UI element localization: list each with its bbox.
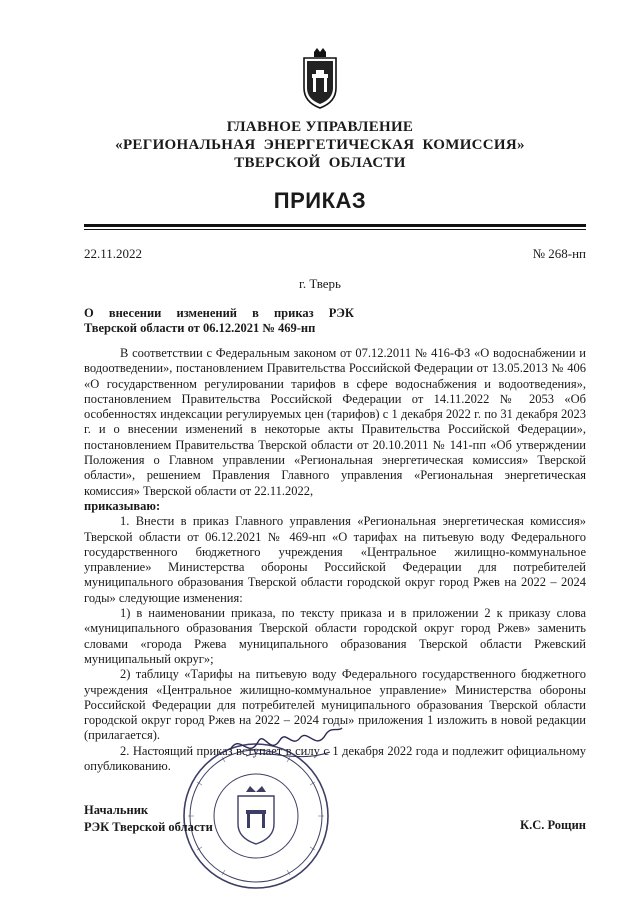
document-number: № 268-нп: [532, 246, 586, 261]
preamble-paragraph: В соответствии с Федеральным законом от 07.12.2011 № 416-ФЗ «О водоснабжении и водоотведении», постановлением Правительства Российской Федерации от 13.05.2013 № 406 «О государственном регулировании тарифов в сфере водоснабжения и водоотведения», постановлением Правительства Российской Федерации от 14.11.2022 № 2053 «Об особенностях индексации регулируемых цен (тарифов) с 1 декабря 2022 г. по 31 декабря 2023 г. и о внесении изменений в некоторые акты Правительства Российской Федерации», постановлением Правительства Тверской области от 20.10.2011 № 141-пп «Об утверждении Положения о Главном управлении «Региональная энергетическая комиссия» Тверской области», решением Правления Главного управления «Региональная энергетическая комиссия» Тверской области от 22.11.2022,: [84, 346, 586, 498]
header-divider-thick: [84, 224, 586, 227]
signatory-title-line2: РЭК Тверской области: [84, 820, 213, 834]
subject-line2: Тверской области от 06.12.2021 № 469-нп: [84, 321, 316, 335]
tver-coat-of-arms-icon: [302, 48, 338, 110]
item-2-paragraph: 2. Настоящий приказ вступает в силу с 1 декабря 2022 года и подлежит официальному опубликованию.: [84, 743, 586, 774]
document-type: ПРИКАЗ: [273, 188, 367, 213]
subject-word: изменений: [176, 306, 237, 320]
document-body: [84, 346, 586, 774]
item-1-2-paragraph: 2) таблицу «Тарифы на питьевую воду Федерального государственного бюджетного учреждения «Центральное жилищно-коммунальное управление» Министерства обороны Российской Федерации для потребителей муниципального образования Тверской области городской округ город Ржев на 2022 – 2024 годы» приложения 1 изложить в новой редакции (прилагается).: [84, 667, 586, 743]
org-title-line2: «РЕГИОНАЛЬНАЯ ЭНЕРГЕТИЧЕСКАЯ КОМИССИЯ»: [115, 137, 525, 153]
header-divider-thin: [84, 229, 586, 230]
signatory-title-line1: Начальник: [84, 803, 149, 817]
handwritten-signature-icon: [226, 712, 346, 772]
document-city: г. Тверь: [299, 276, 341, 291]
document-date: 22.11.2022: [84, 246, 143, 261]
signatory-title: [84, 802, 213, 836]
org-title-line3: ТВЕРСКОЙ ОБЛАСТИ: [234, 155, 406, 171]
signatory-name: К.С. Рощин: [520, 818, 586, 832]
org-title-line1: ГЛАВНОЕ УПРАВЛЕНИЕ: [226, 119, 414, 135]
subject-word: внесении: [108, 306, 162, 320]
document-subject: [84, 306, 354, 336]
subject-word: в: [252, 306, 259, 320]
subject-word: О: [84, 306, 94, 320]
subject-word: РЭК: [328, 306, 354, 320]
item-1-paragraph: 1. Внести в приказ Главного управления «Региональная энергетическая комиссия» Тверской области от 06.12.2021 № 469-нп «О тарифах на питьевую воду Федерального государственного бюджетного учреждения «Центральное жилищно-коммунальное управление» Министерства обороны Российской Федерации для потребителей муниципального образования Тверской области городской округ город Ржев на 2022 – 2024 годы» следующие изменения:: [84, 514, 586, 605]
item-1-1-paragraph: 1) в наименовании приказа, по тексту приказа и в приложении 2 к приказу слова «муниципального образования Тверской области городской округ город Ржев» заменить словами «города Ржева муниципального образования Тверской области Ржевский муниципальный округ»;: [84, 606, 586, 666]
subject-word: приказ: [273, 306, 314, 320]
order-word: приказываю:: [84, 498, 161, 513]
subject-line1: [84, 306, 354, 321]
